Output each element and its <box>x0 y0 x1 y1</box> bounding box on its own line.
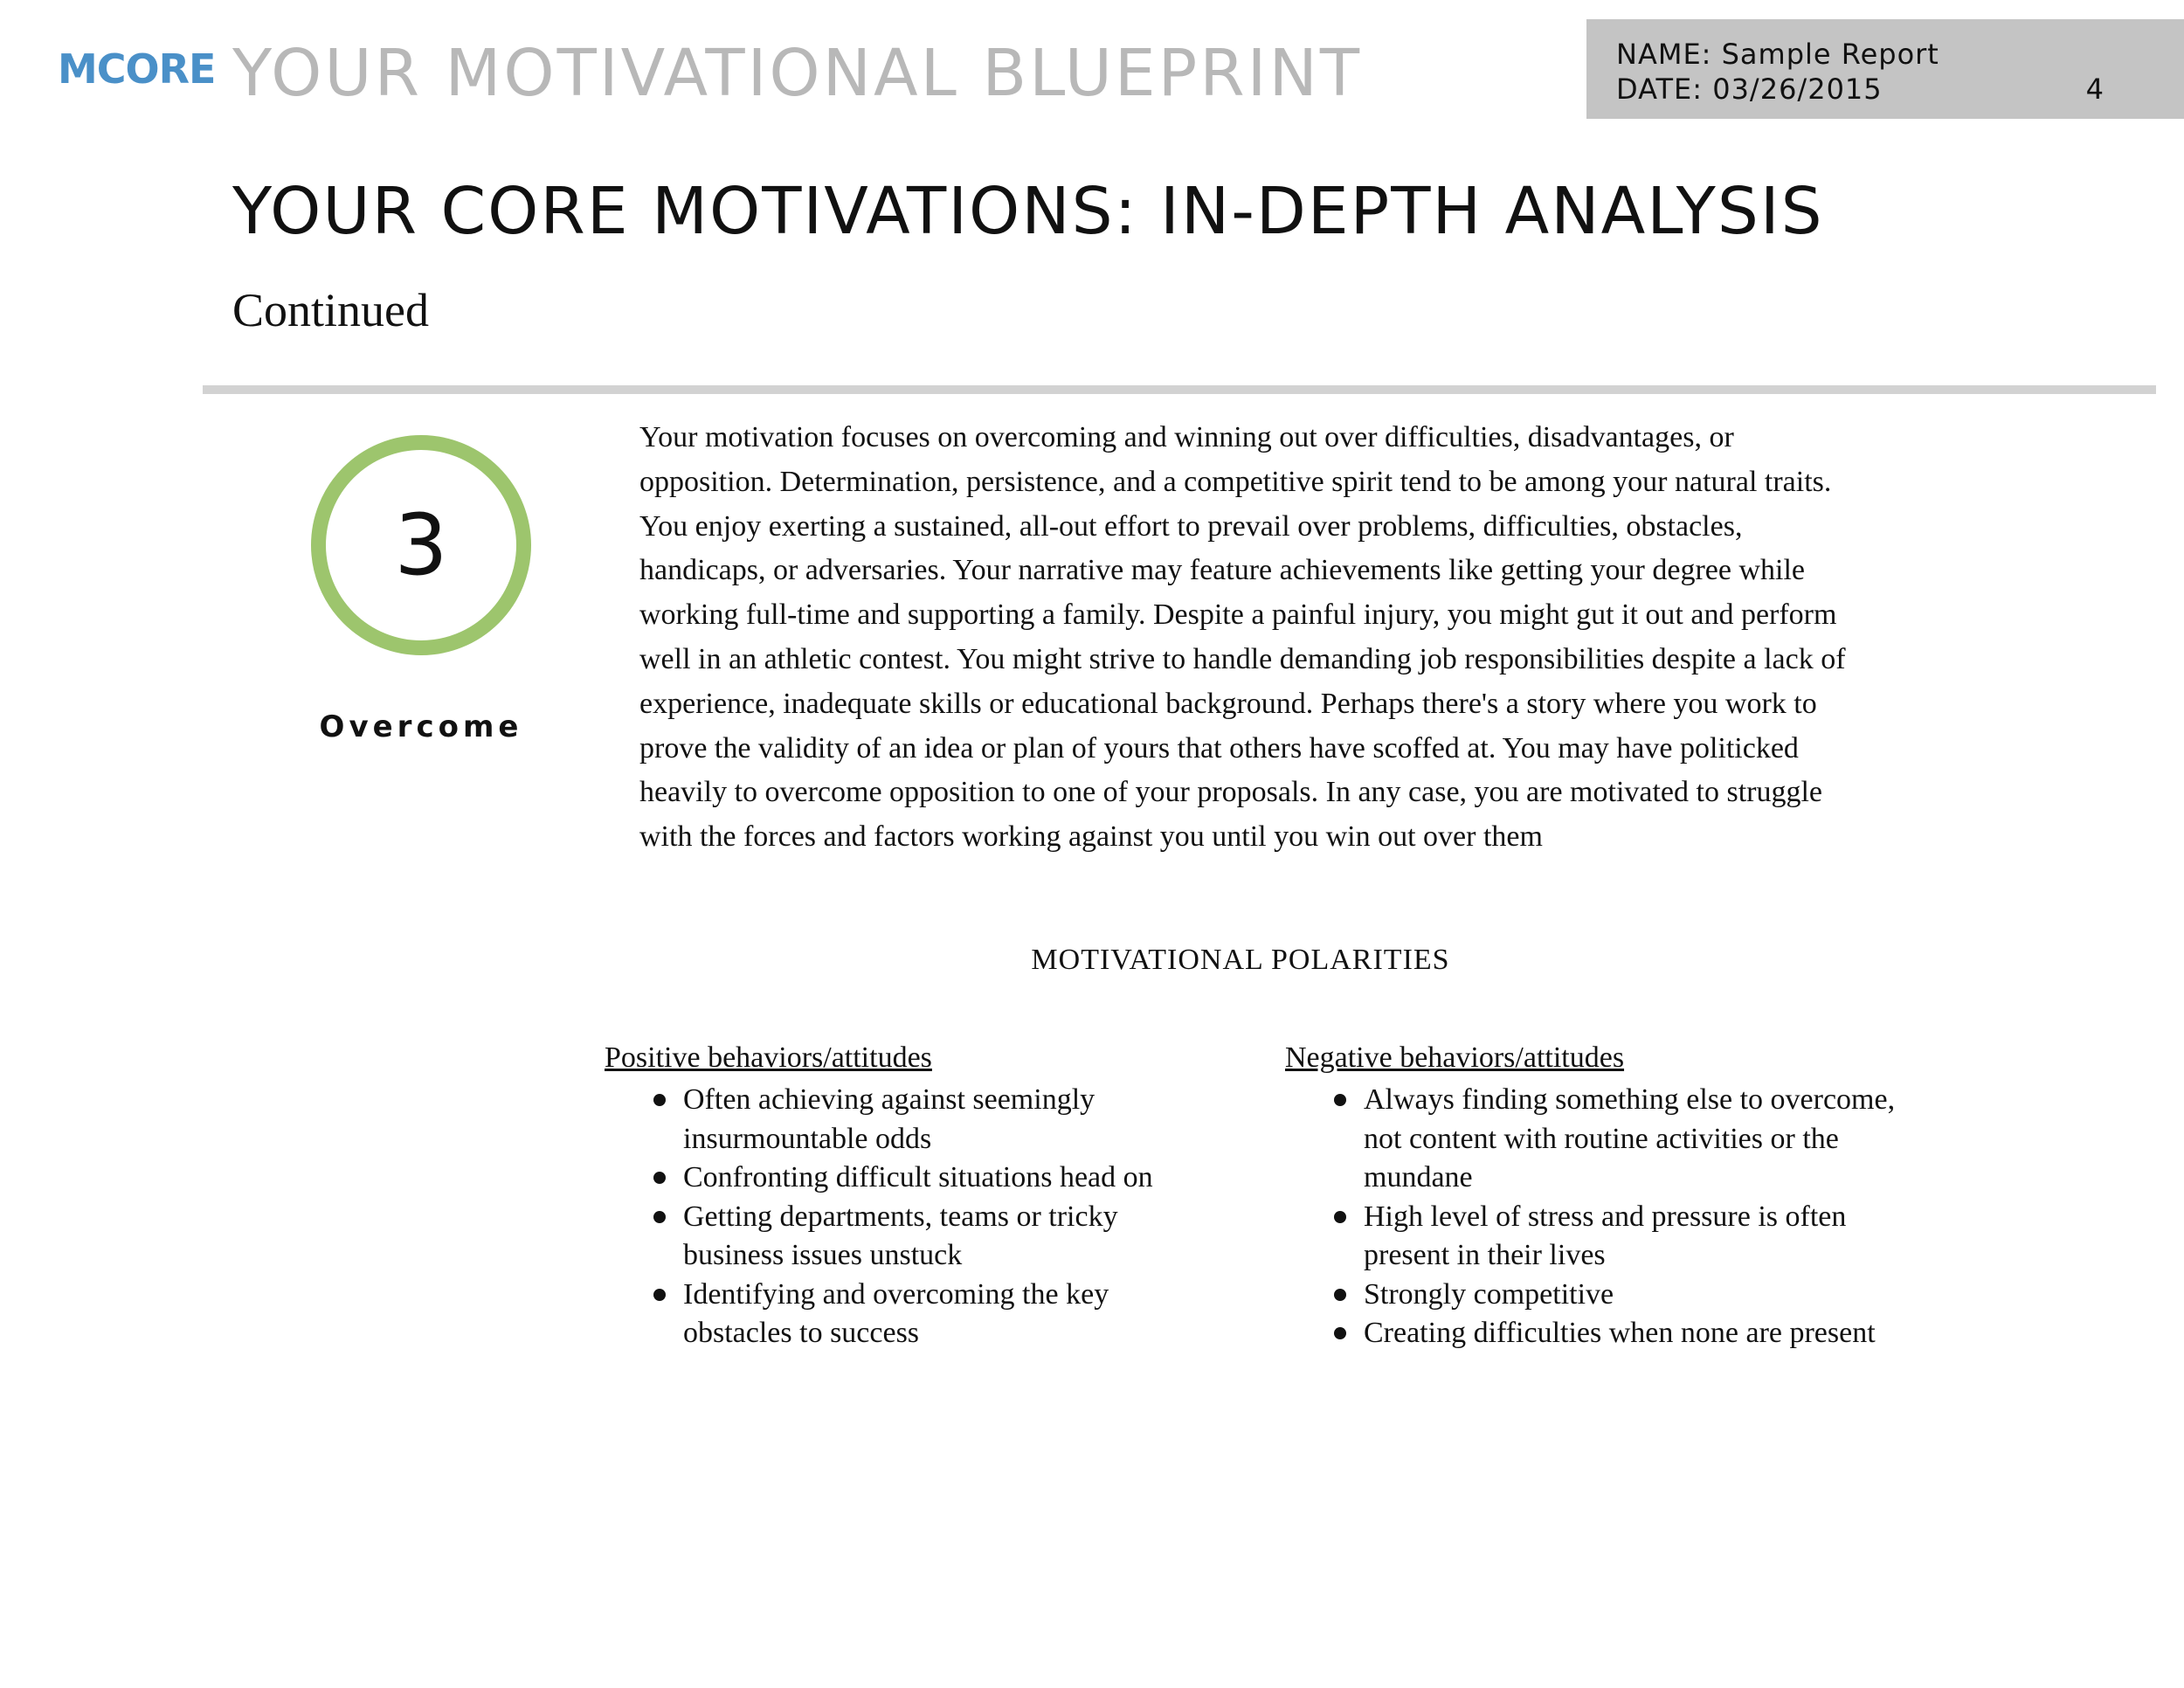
list-item-text: High level of stress and pressure is often present in their lives <box>1364 1200 1847 1271</box>
mcore-logo: MCORE <box>58 45 216 93</box>
report-name: NAME: Sample Report <box>1616 38 1939 71</box>
section-divider <box>203 385 2156 394</box>
bullet-icon <box>653 1172 666 1184</box>
positive-behaviors-column <box>605 1039 1234 1353</box>
score-ring <box>311 435 531 655</box>
blueprint-title: YOUR MOTIVATIONAL BLUEPRINT <box>232 36 1363 111</box>
report-date: DATE: 03/26/2015 <box>1616 73 1883 106</box>
page-title: YOUR CORE MOTIVATIONS: IN-DEPTH ANALYSIS <box>232 174 1824 249</box>
list-item <box>1285 1314 1897 1353</box>
list-item <box>605 1081 1172 1159</box>
score-number: 3 <box>394 496 448 594</box>
report-info-box <box>1586 19 2184 119</box>
negative-behaviors-heading: Negative behaviors/attitudes <box>1285 1041 1625 1074</box>
list-item-text: Always finding something else to overcome, not content with routine activities or the mundane <box>1364 1083 1896 1193</box>
list-item-text: Creating difficulties when none are present <box>1364 1317 1876 1349</box>
bullet-icon <box>1334 1327 1346 1339</box>
negative-behaviors-column <box>1285 1039 1914 1353</box>
list-item-text: Strongly competitive <box>1364 1277 1614 1311</box>
list-item <box>1285 1198 1897 1276</box>
page-subtitle: Continued <box>232 284 429 336</box>
list-item <box>1285 1276 1897 1315</box>
polarities-heading: MOTIVATIONAL POLARITIES <box>1031 944 1450 976</box>
bullet-icon <box>653 1211 666 1223</box>
list-item <box>605 1198 1172 1276</box>
list-item-text: Identifying and overcoming the key obstacles to success <box>683 1277 1109 1349</box>
list-item-text: Often achieving against seemingly insurmountable odds <box>683 1083 1095 1155</box>
negative-behaviors-list <box>1285 1081 1914 1353</box>
bullet-icon <box>653 1289 666 1301</box>
list-item <box>605 1159 1172 1198</box>
positive-behaviors-list <box>605 1081 1234 1353</box>
list-item <box>1285 1081 1897 1198</box>
bullet-icon <box>1334 1094 1346 1106</box>
bullet-icon <box>1334 1289 1346 1301</box>
bullet-icon <box>1334 1211 1346 1223</box>
page-number: 4 <box>2085 73 2104 106</box>
motivation-description: Your motivation focuses on overcoming and winning out over difficulties, disadvantages, or opposition. Determination, persistence, and a competitive spirit tend to be among your natural traits. You enjoy exerting a sustained, all-out effort to prevail over problems, difficulties, obstacles, handicaps, or adversaries. Your narrative may feature achievements like getting your degree while working full-time and supporting a family. Despite a painful injury, you might gut it out and perform well in an athletic contest. You might strive to handle demanding job responsibilities despite a lack of experience, inadequate skills or educational background. Perhaps there's a story where you work to prove the validity of an idea or plan of yours that others have scoffed at. You may have politicked heavily to overcome opposition to one of your proposals. In any case, you are motivated to struggle with the forces and factors working against you until you win out over them <box>639 421 1846 854</box>
list-item-text: Confronting difficult situations head on <box>683 1161 1153 1193</box>
positive-behaviors-heading: Positive behaviors/attitudes <box>605 1041 932 1074</box>
list-item-text: Getting departments, teams or tricky business issues unstuck <box>683 1200 1118 1271</box>
bullet-icon <box>653 1094 666 1106</box>
score-label: Overcome <box>319 709 523 744</box>
list-item <box>605 1276 1172 1353</box>
